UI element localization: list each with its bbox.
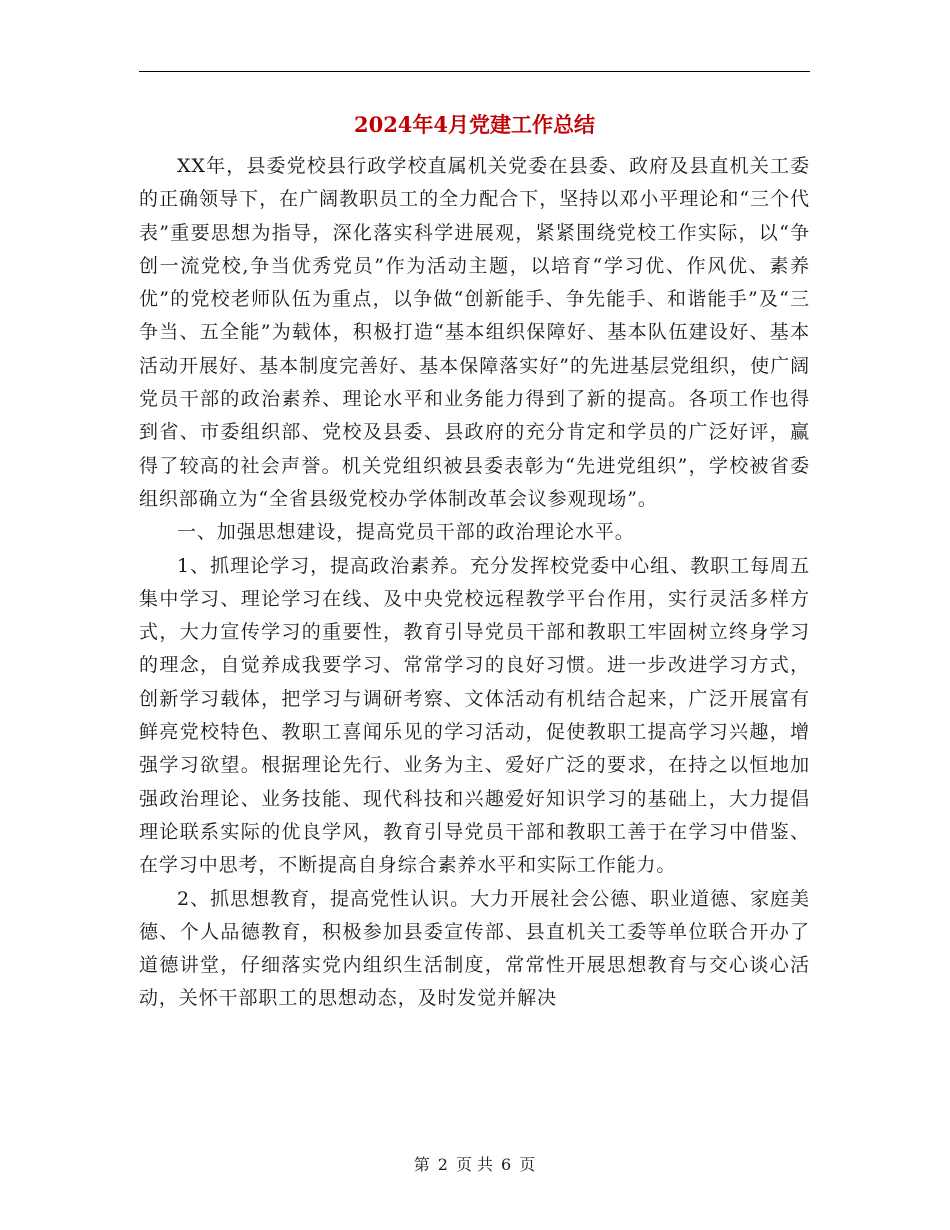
section-heading-1: 一、加强思想建设，提高党员干部的政治理论水平。 bbox=[177, 521, 635, 544]
header-rule bbox=[139, 71, 810, 72]
footer-middle: 页 共 bbox=[455, 1155, 494, 1174]
footer-current-page: 2 bbox=[437, 1155, 448, 1174]
paragraph-item-2: 2、抓思想教育，提高党性认识。大力开展社会公德、职业道德、家庭美德、个人品德教育，积极参加县委宣传部、县直机关工委等单位联合开办了道德讲堂，仔细落实党内组织生活制度，常常性开展思想教育与交心谈心活动，关怀干部职工的思想动态，及时发觉并解决 bbox=[139, 887, 810, 1010]
page-footer bbox=[139, 1153, 810, 1177]
paragraph-item-1: 1、抓理论学习，提高政治素养。充分发挥校党委中心组、教职工每周五集中学习、理论学习在线、及中央党校远程教学平台作用，实行灵活多样方式，大力宣传学习的重要性，教育引导党员干部和教职工牢固树立终身学习的理念，自觉养成我要学习、常常学习的良好习惯。进一步改进学习方式，创新学习载体，把学习与调研考察、文体活动有机结合起来，广泛开展富有鲜亮党校特色、教职工喜闻乐见的学习活动，促使教职工提高学习兴趣，增强学习欲望。根据理论先行、业务为主、爱好广泛的要求，在持之以恒地加强政治理论、业务技能、现代科技和兴趣爱好知识学习的基础上，大力提倡理论联系实际的优良学风，教育引导党员干部和教职工善于在学习中借鉴、在学习中思考，不断提高自身综合素养水平和实际工作能力。 bbox=[139, 554, 810, 877]
document-body bbox=[139, 150, 810, 1016]
footer-prefix: 第 bbox=[413, 1155, 430, 1174]
document-title: 2024年4月党建工作总结 bbox=[353, 112, 596, 137]
paragraph-intro: XX年，县委党校县行政学校直属机关党委在县委、政府及县直机关工委的正确领导下，在广阔教职员工的全力配合下，坚持以邓小平理论和“三个代表”重要思想为指导，深化落实科学进展观，紧紧围绕党校工作实际，以“争创一流党校,争当优秀党员”作为活动主题，以培育“学习优、作风优、素养优”的党校老师队伍为重点，以争做“创新能手、争先能手、和谐能手”及“三争当、五全能”为载体，积极打造“基本组织保障好、基本队伍建设好、基本活动开展好、基本制度完善好、基本保障落实好”的先进基层党组织，使广阔党员干部的政治素养、理论水平和业务能力得到了新的提高。各项工作也得到省、市委组织部、党校及县委、县政府的充分肯定和学员的广泛好评，赢得了较高的社会声誉。机关党组织被县委表彰为“先进党组织”，学校被省委组织部确立为“全省县级党校办学体制改革会议参观现场”。 bbox=[139, 155, 810, 510]
footer-total-pages: 6 bbox=[501, 1155, 512, 1174]
footer-suffix: 页 bbox=[519, 1155, 536, 1174]
